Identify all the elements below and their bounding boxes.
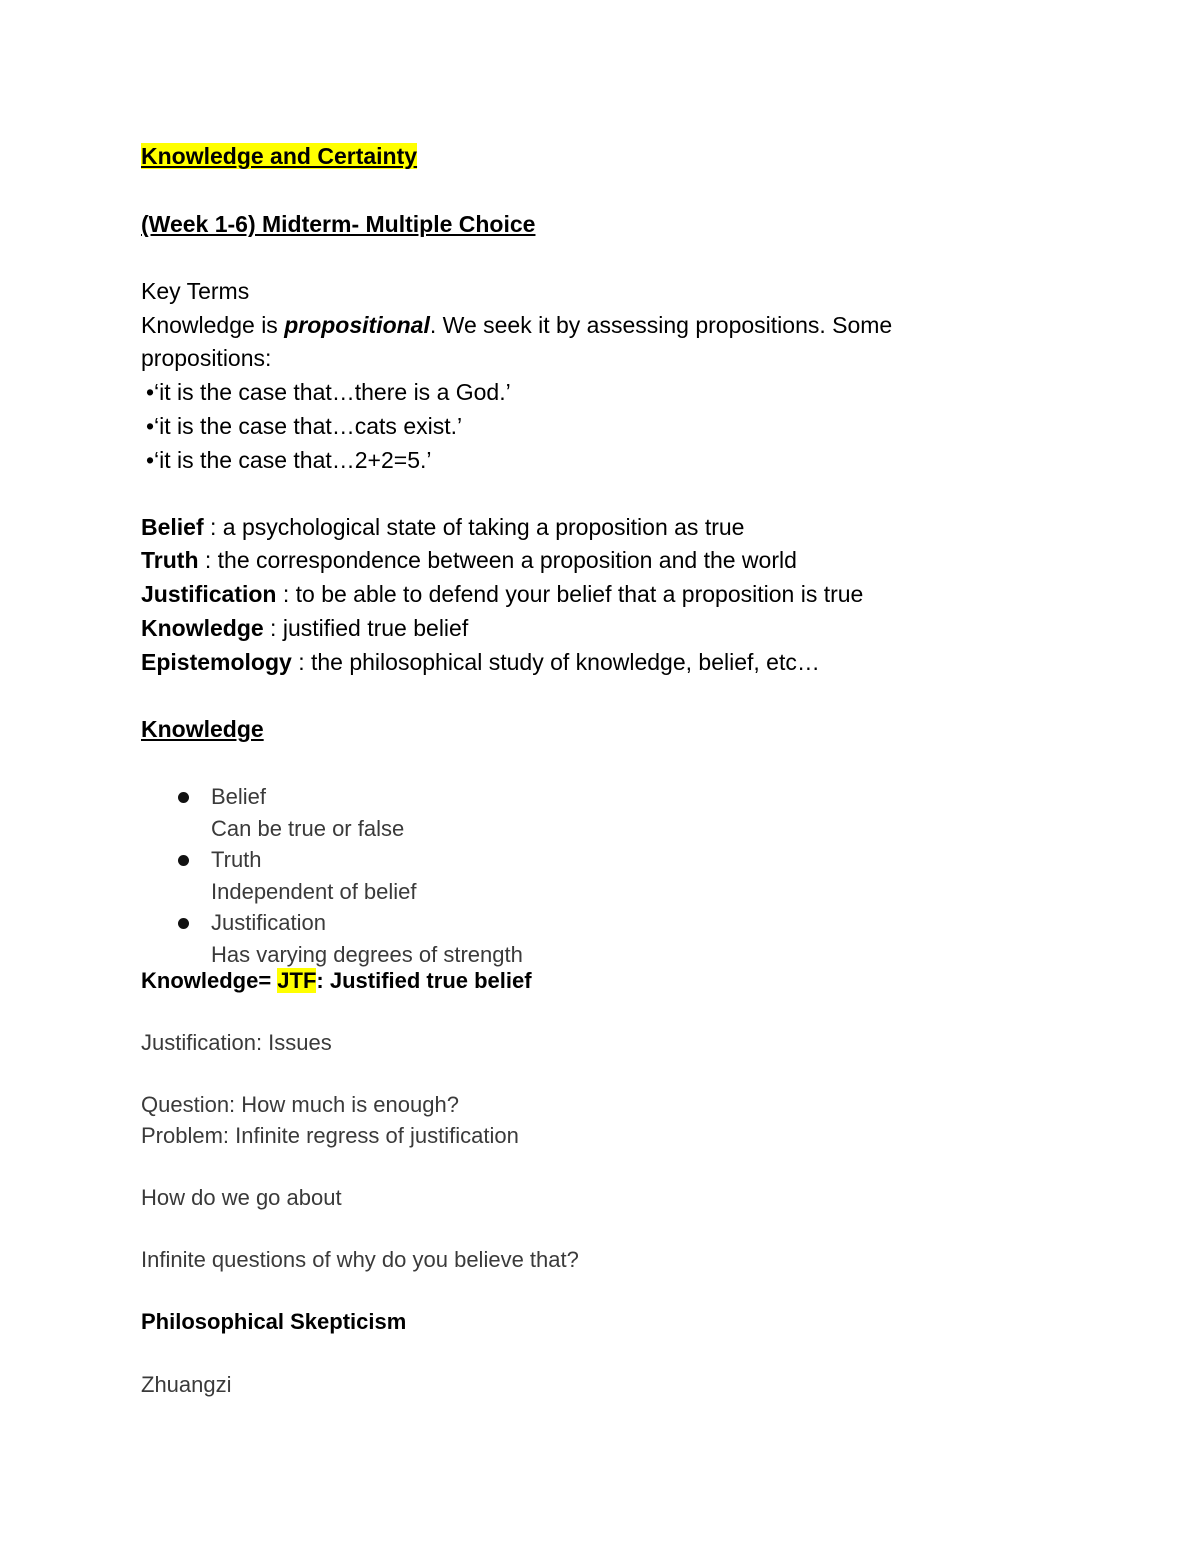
definition-text: : the philosophical study of knowledge, belief, etc… [291, 649, 820, 675]
proposition-2: •‘it is the case that…cats exist.’ [146, 413, 463, 439]
knowledge-bullet-list [178, 781, 523, 970]
question-line: Question: How much is enough? [141, 1092, 459, 1117]
definition-belief [141, 516, 744, 539]
bullet-label: Belief [211, 784, 267, 809]
bullet-sub: Independent of belief [211, 878, 417, 904]
justification-issues: Justification: Issues [141, 1030, 332, 1055]
definition-term: Belief [141, 514, 204, 540]
definition-text: : a psychological state of taking a proposition as true [203, 514, 745, 540]
formula-prefix: Knowledge= [141, 968, 278, 993]
definition-knowledge [141, 617, 468, 640]
definition-text: : justified true belief [263, 615, 469, 641]
how-do-line: How do we go about [141, 1185, 342, 1210]
doc-title [141, 145, 417, 168]
definition-term: Justification [141, 581, 277, 607]
proposition-3: •‘it is the case that…2+2=5.’ [146, 447, 432, 473]
list-item [178, 844, 523, 907]
doc-subtitle: (Week 1-6) Midterm- Multiple Choice [141, 211, 536, 237]
title-highlight: Knowledge and Certainty [141, 143, 418, 169]
definition-text: : to be able to defend your belief that a proposition is true [276, 581, 864, 607]
definition-term: Knowledge [141, 615, 264, 641]
bullet-sub: Can be true or false [211, 815, 405, 841]
knowledge-formula [141, 970, 532, 992]
intro-continuation: propositions: [141, 345, 272, 371]
infinite-questions-line: Infinite questions of why do you believe that? [141, 1247, 579, 1272]
skepticism-heading: Philosophical Skepticism [141, 1309, 407, 1334]
definition-text: : the correspondence between a proposition and the world [198, 547, 797, 573]
definition-epistemology [141, 651, 820, 674]
bullet-sub: Has varying degrees of strength [211, 941, 523, 967]
bullet-dot-icon [178, 855, 189, 866]
definition-term: Truth [141, 547, 199, 573]
bullet-label: Truth [211, 847, 262, 872]
zhuangzi-line: Zhuangzi [141, 1372, 232, 1397]
proposition-1: •‘it is the case that…there is a God.’ [146, 379, 511, 405]
bullet-dot-icon [178, 792, 189, 803]
intro-prefix: Knowledge is [141, 312, 285, 338]
intro-emphasis: propositional [284, 312, 430, 338]
knowledge-heading: Knowledge [141, 716, 264, 742]
bullet-label: Justification [211, 910, 326, 935]
formula-highlight: JTF [277, 968, 317, 993]
definition-justification [141, 583, 863, 606]
definition-term: Epistemology [141, 649, 292, 675]
formula-suffix: : Justified true belief [316, 968, 532, 993]
bullet-dot-icon [178, 918, 189, 929]
problem-line: Problem: Infinite regress of justification [141, 1123, 519, 1148]
key-terms-heading: Key Terms [141, 278, 250, 304]
list-item [178, 781, 523, 844]
intro-suffix: . We seek it by assessing propositions. Some [429, 312, 893, 338]
intro-line [141, 314, 892, 337]
list-item [178, 907, 523, 970]
definition-truth [141, 549, 797, 572]
